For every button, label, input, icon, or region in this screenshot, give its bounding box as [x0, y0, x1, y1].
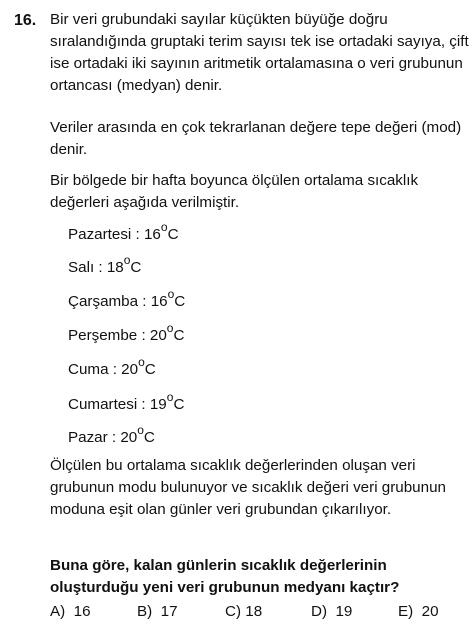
day-thursday: Perşembe : 20$^o$C: [68, 320, 185, 344]
day-saturday: Cumartesi : 19$^o$C: [68, 389, 185, 413]
choice-c[interactable]: C) 18: [225, 603, 263, 620]
mode-definition: Veriler arasında en çok tekrarlanan değere tepe değeri (mod) denir.: [50, 119, 462, 158]
procedure-text: Ölçülen bu ortalama sıcaklık değerlerinden oluşan veri grubunun modu bulunuyor ve sıcaklık değeri veri grubunun moduna eşit olan günler veri grubundan çıkarılıyor.: [50, 457, 446, 518]
day-wednesday: Çarşamba : 16$^o$C: [68, 286, 186, 310]
choice-e[interactable]: E) 20: [398, 603, 439, 620]
day-tuesday: Salı : 18$^o$C: [68, 252, 142, 276]
question-number: 16.: [14, 12, 37, 29]
data-intro: Bir bölgede bir hafta boyunca ölçülen ortalama sıcaklık değerleri aşağıda verilmiştir.: [50, 172, 419, 211]
choice-d[interactable]: D) 19: [311, 603, 353, 620]
median-definition: Bir veri grubundaki sayılar küçükten büyüğe doğru sıralandığında gruptaki terim sayısı tek ise ortadaki sayıya, çift ise ortadaki iki sayının aritmetik ortalamasına o veri grubunun ortancası (medyan) denir.: [50, 11, 469, 94]
day-monday: Pazartesi : 16$^o$C: [68, 219, 179, 243]
choice-b[interactable]: B) 17: [137, 603, 178, 620]
day-sunday: Pazar : 20$^o$C: [68, 422, 155, 446]
question-text: Buna göre, kalan günlerin sıcaklık değerlerinin oluşturduğu yeni veri grubunun medyanı kaçtır?: [50, 557, 400, 596]
choice-a[interactable]: A) 16: [50, 603, 91, 620]
day-friday: Cuma : 20$^o$C: [68, 354, 156, 378]
